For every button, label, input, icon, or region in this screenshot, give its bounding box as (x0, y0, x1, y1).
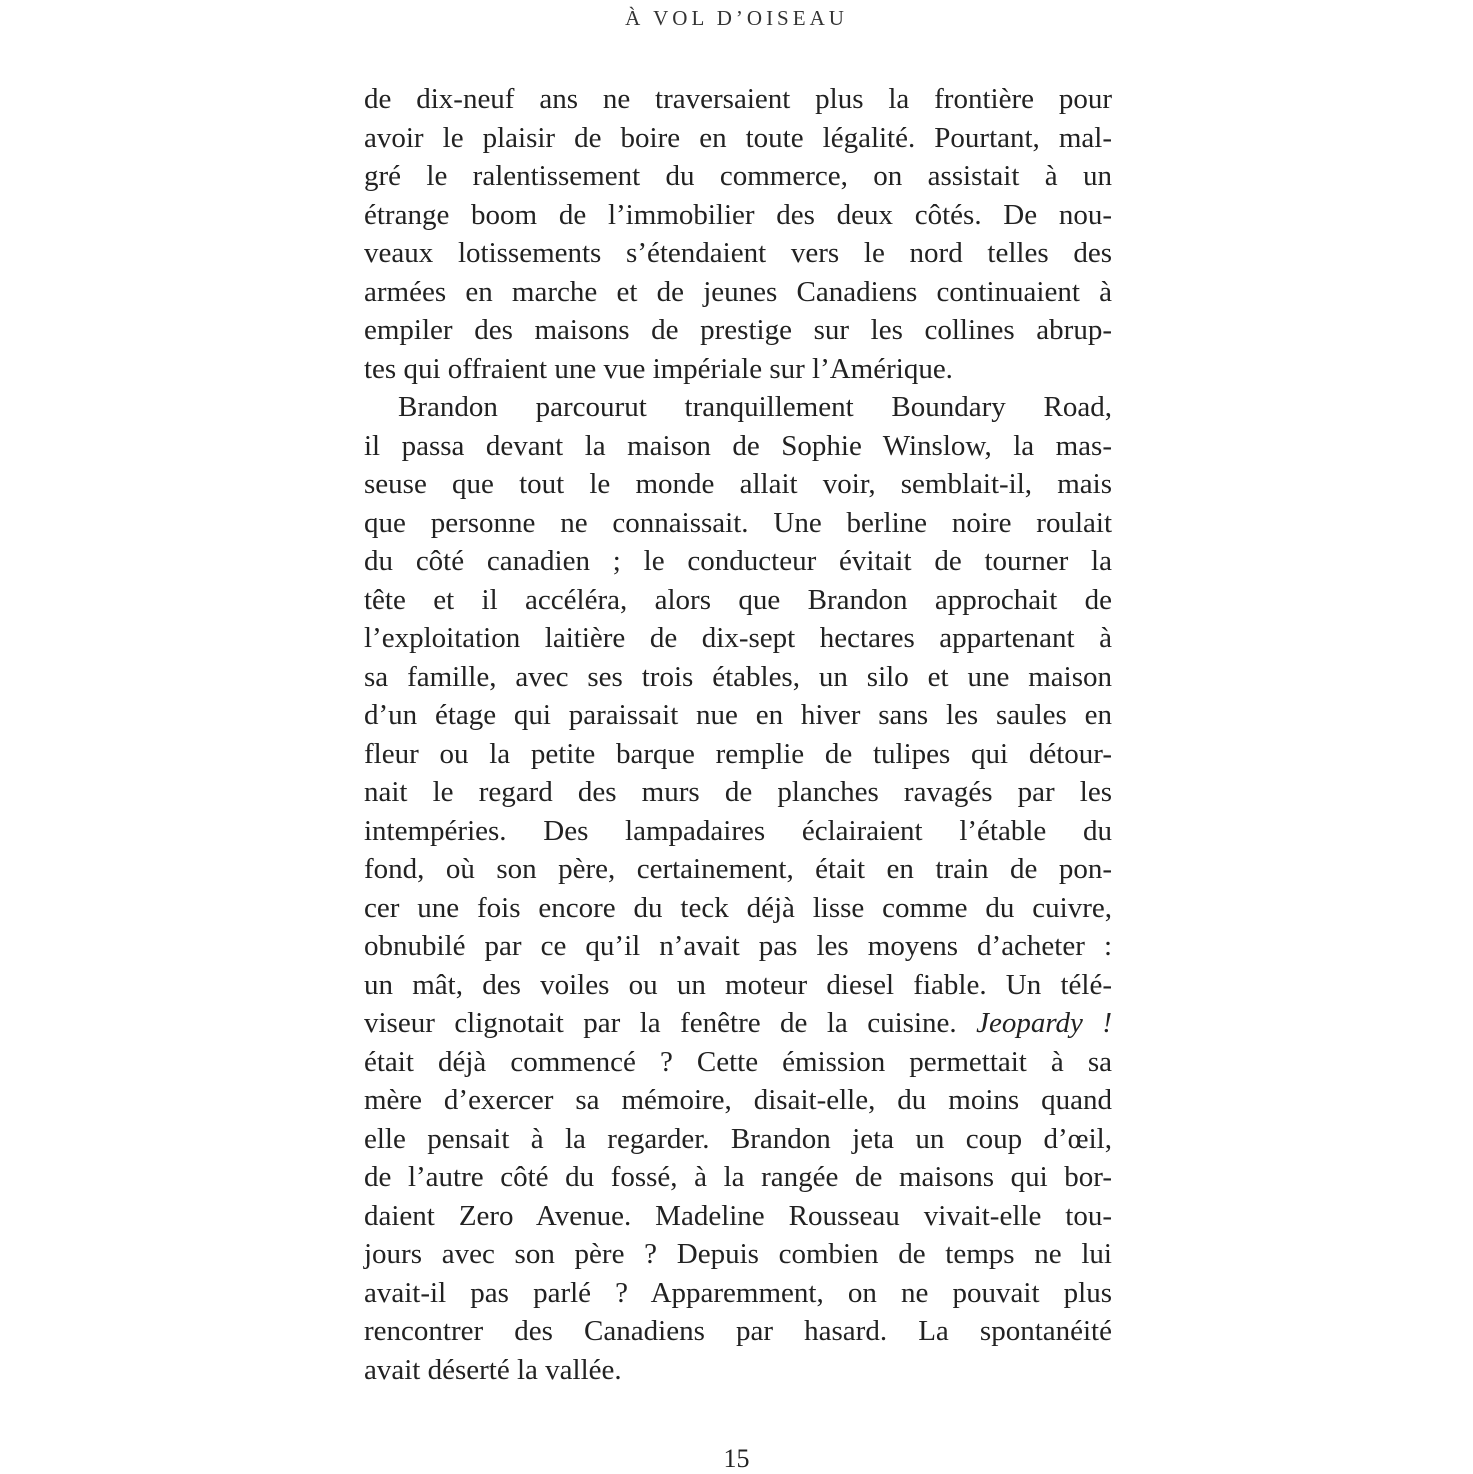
page-number: 15 (723, 1444, 750, 1473)
text-line: de dix-neuf ans ne traversaient plus la frontière pour (364, 83, 1112, 115)
text-line: daient Zero Avenue. Madeline Rousseau vivait-elle tou- (364, 1199, 1112, 1232)
text-line: que personne ne connaissait. Une berline noire roulait (364, 506, 1112, 539)
text-line: empiler des maisons de prestige sur les collines abrup- (364, 314, 1112, 346)
text-line: Brandon parcourut tranquillement Boundary Road, (398, 391, 1112, 423)
text-line: l’exploitation laitière de dix-sept hectares appartenant à (364, 622, 1112, 654)
italic-title: Jeopardy ! (976, 1007, 1113, 1039)
text-line: nait le regard des murs de planches ravagés par les (364, 776, 1112, 808)
text-line: veaux lotissements s’étendaient vers le nord telles des (364, 237, 1112, 269)
text-line: tête et il accéléra, alors que Brandon approchait de (364, 583, 1112, 616)
text-line: fond, où son père, certainement, était en train de pon- (364, 853, 1112, 885)
text-line: un mât, des voiles ou un moteur diesel fiable. Un télé- (364, 968, 1112, 1001)
text-line: d’un étage qui paraissait nue en hiver sans les saules en (364, 699, 1112, 731)
text-fragment: viseur clignotait par la fenêtre de la cuisine. (364, 1007, 957, 1039)
text-line: de l’autre côté du fossé, à la rangée de maisons qui bor- (364, 1161, 1112, 1193)
text-line: armées en marche et de jeunes Canadiens continuaient à (364, 275, 1112, 308)
text-line: elle pensait à la regarder. Brandon jeta un coup d’œil, (364, 1122, 1112, 1155)
text-line: jours avec son père ? Depuis combien de temps ne lui (364, 1238, 1112, 1270)
text-line: mère d’exercer sa mémoire, disait-elle, du moins quand (364, 1084, 1112, 1116)
text-line: tes qui offraient une vue impériale sur l’Amérique. (364, 352, 953, 385)
text-line: obnubilé par ce qu’il n’avait pas les moyens d’acheter : (364, 930, 1112, 962)
body-text (364, 80, 1112, 1389)
text-line: était déjà commencé ? Cette émission permettait à sa (364, 1045, 1112, 1078)
text-line-with-italic (364, 1004, 1112, 1043)
text-line: étrange boom de l’immobilier des deux côtés. De nou- (364, 198, 1112, 231)
text-line: avait déserté la vallée. (364, 1353, 622, 1386)
text-line: seuse que tout le monde allait voir, semblait-il, mais (364, 468, 1112, 500)
text-line: sa famille, avec ses trois étables, un silo et une maison (364, 660, 1112, 693)
text-line: cer une fois encore du teck déjà lisse comme du cuivre, (364, 891, 1112, 924)
running-head: À VOL D’OISEAU (625, 6, 848, 30)
text-line: fleur ou la petite barque remplie de tulipes qui détour- (364, 737, 1112, 770)
text-line: il passa devant la maison de Sophie Winslow, la mas- (364, 429, 1112, 462)
text-line: avait-il pas parlé ? Apparemment, on ne pouvait plus (364, 1276, 1112, 1309)
text-line: du côté canadien ; le conducteur évitait de tourner la (364, 545, 1112, 577)
text-line: intempéries. Des lampadaires éclairaient l’étable du (364, 814, 1112, 847)
text-line: avoir le plaisir de boire en toute légalité. Pourtant, mal- (364, 121, 1112, 154)
text-line: rencontrer des Canadiens par hasard. La spontanéité (364, 1315, 1112, 1347)
text-line: gré le ralentissement du commerce, on assistait à un (364, 160, 1112, 192)
